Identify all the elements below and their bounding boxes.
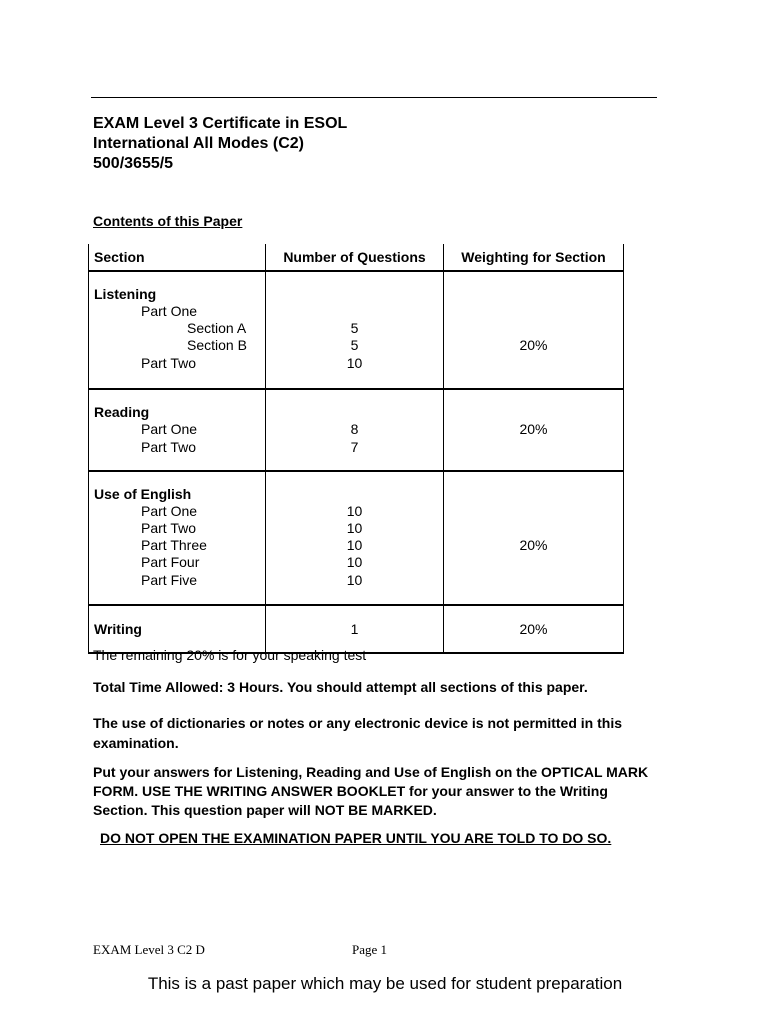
listening-questions-cell bbox=[266, 271, 444, 389]
exam-title bbox=[93, 114, 347, 174]
listening-weighting-cell bbox=[444, 271, 624, 389]
table-header-row bbox=[89, 244, 624, 271]
listening-part-one: Part One bbox=[141, 303, 198, 319]
total-time-instruction: Total Time Allowed: 3 Hours. You should attempt all sections of this paper. bbox=[93, 679, 588, 695]
listening-label: Listening bbox=[94, 286, 157, 302]
use-of-english-part-4: Part Four bbox=[141, 554, 200, 570]
reading-part-two: Part Two bbox=[141, 439, 196, 455]
reading-questions-cell bbox=[266, 389, 444, 471]
reading-part-one: Part One bbox=[141, 421, 198, 437]
use-of-english-section-cell bbox=[89, 471, 266, 605]
listening-section-cell bbox=[89, 271, 266, 389]
exam-title-line-2: International All Modes (C2) bbox=[93, 135, 304, 152]
use-of-english-questions-cell bbox=[266, 471, 444, 605]
footer-page-number: Page 1 bbox=[352, 942, 388, 957]
contents-table bbox=[88, 244, 624, 654]
exam-code: 500/3655/5 bbox=[93, 155, 174, 172]
header-number-of-questions: Number of Questions bbox=[266, 244, 444, 271]
writing-questions-cell bbox=[266, 605, 444, 653]
writing-weighting-cell bbox=[444, 605, 624, 653]
exam-title-line-1: EXAM Level 3 Certificate in ESOL bbox=[93, 115, 348, 132]
use-of-english-weighting: 20% bbox=[519, 537, 548, 553]
listening-weighting: 20% bbox=[519, 337, 548, 353]
reading-section-cell bbox=[89, 389, 266, 471]
table-row-reading bbox=[89, 389, 624, 471]
listening-section-b: Section B bbox=[187, 337, 247, 353]
use-of-english-part-2: Part Two bbox=[141, 520, 196, 536]
table-row-use-of-english bbox=[89, 471, 624, 605]
use-of-english-part-1-count: 10 bbox=[346, 503, 363, 519]
table-row-writing bbox=[89, 605, 624, 653]
answers-instruction: Put your answers for Listening, Reading and Use of English on the OPTICAL MARK FORM. USE THE WRITING ANSWER BOOKLET for your answer to the Writing Section. This question paper will NOT BE MARKED. bbox=[93, 764, 649, 818]
listening-part-two: Part Two bbox=[141, 355, 196, 371]
use-of-english-part-4-count: 10 bbox=[346, 554, 363, 570]
remaining-note: The remaining 20% is for your speaking test bbox=[93, 647, 367, 663]
header-section: Section bbox=[89, 244, 266, 271]
footer-exam-code: EXAM Level 3 C2 D bbox=[93, 942, 205, 957]
reading-weighting-cell bbox=[444, 389, 624, 471]
use-of-english-part-3-count: 10 bbox=[346, 537, 363, 553]
contents-heading: Contents of this Paper bbox=[93, 213, 243, 229]
use-of-english-part-5: Part Five bbox=[141, 572, 198, 588]
writing-section-cell bbox=[89, 605, 266, 653]
do-not-open-warning: DO NOT OPEN THE EXAMINATION PAPER UNTIL YOU ARE TOLD TO DO SO. bbox=[100, 830, 612, 846]
listening-section-b-count: 5 bbox=[350, 337, 359, 353]
use-of-english-part-5-count: 10 bbox=[346, 572, 363, 588]
listening-part-two-count: 10 bbox=[346, 355, 363, 371]
header-weighting: Weighting for Section bbox=[444, 244, 624, 271]
reading-part-one-count: 8 bbox=[350, 421, 359, 437]
use-of-english-part-3: Part Three bbox=[141, 537, 207, 553]
writing-count: 1 bbox=[350, 620, 359, 637]
writing-weighting: 20% bbox=[519, 620, 548, 637]
writing-label: Writing bbox=[94, 620, 142, 637]
dictionaries-instruction: The use of dictionaries or notes or any electronic device is not permitted in this examination. bbox=[93, 715, 623, 751]
reading-part-two-count: 7 bbox=[350, 439, 359, 455]
reading-label: Reading bbox=[94, 404, 150, 420]
past-paper-note: This is a past paper which may be used for student preparation bbox=[147, 974, 623, 993]
use-of-english-weighting-cell bbox=[444, 471, 624, 605]
table-row-listening bbox=[89, 271, 624, 389]
use-of-english-label: Use of English bbox=[94, 486, 192, 502]
reading-weighting: 20% bbox=[519, 421, 548, 437]
top-rule bbox=[91, 97, 657, 98]
use-of-english-part-2-count: 10 bbox=[346, 520, 363, 536]
listening-section-a-count: 5 bbox=[350, 320, 359, 336]
use-of-english-part-1: Part One bbox=[141, 503, 198, 519]
listening-section-a: Section A bbox=[187, 320, 247, 336]
